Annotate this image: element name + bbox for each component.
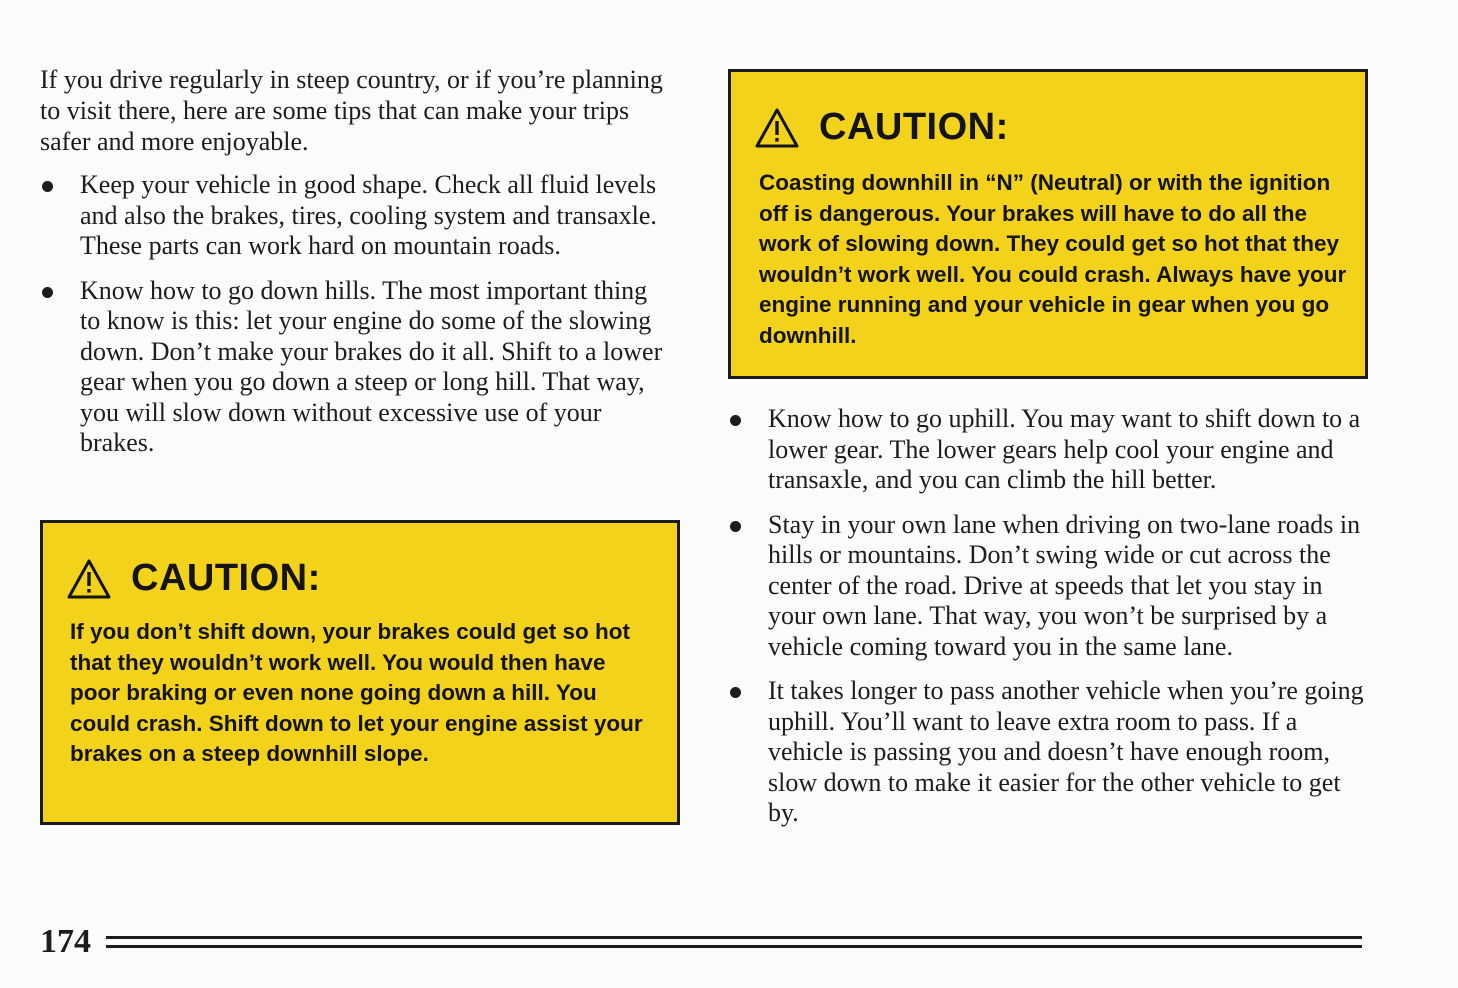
bullet-icon [42, 181, 53, 192]
list-item [728, 404, 1364, 496]
bullet-icon [730, 415, 741, 426]
page-number: 174 [40, 923, 91, 960]
bullet-icon [42, 287, 53, 298]
list-item-text: Stay in your own lane when driving on two-lane roads in hills or mountains. Don’t swing wide or cut across the center of the road. Drive at speeds that let you stay in your own lane. That way, you won’t be surprised by a vehicle coming toward you in the same lane. [768, 509, 1361, 661]
caution-title: CAUTION: [819, 106, 1009, 148]
footer-rule [106, 936, 1362, 939]
caution-title: CAUTION: [131, 557, 321, 599]
caution-text: Coasting downhill in “N” (Neutral) or with the ignition off is dangerous. Your brakes will have to do all the work of slowing down. They could get so hot that they wouldn’t work well. You could crash. Always have your engine running and your vehicle in gear when you go downhill. [759, 170, 1347, 348]
left-bullet-list [40, 170, 672, 473]
page-footer [40, 922, 1362, 962]
footer-rule [106, 945, 1362, 948]
caution-box-downhill-shift [40, 520, 680, 825]
list-item [40, 276, 672, 459]
caution-box-coasting-neutral [728, 69, 1368, 379]
caution-heading [755, 106, 1009, 149]
list-item [728, 510, 1364, 663]
list-item [728, 676, 1364, 829]
bullet-icon [730, 687, 741, 698]
warning-triangle-icon [67, 559, 111, 599]
intro-paragraph: If you drive regularly in steep country, or if you’re planning to visit there, here are some tips that can make your trips safer and more enjoyable. [40, 65, 663, 156]
list-item-text: It takes longer to pass another vehicle when you’re going uphill. You’ll want to leave extra room to pass. If a vehicle is passing you and doesn’t have enough room, slow down to make it easier for the other vehicle to get by. [768, 676, 1364, 827]
caution-text: If you don’t shift down, your brakes could get so hot that they wouldn’t work well. You would then have poor braking or even none going down a hill. You could crash. Shift down to let your engine assist your brakes on a steep downhill slope. [70, 619, 643, 766]
list-item [40, 170, 672, 262]
right-bullet-list [728, 404, 1364, 843]
caution-heading [67, 557, 321, 600]
list-item-text: Keep your vehicle in good shape. Check all fluid levels and also the brakes, tires, cooling system and transaxle. These parts can work hard on mountain roads. [80, 170, 657, 260]
list-item-text: Know how to go uphill. You may want to shift down to a lower gear. The lower gears help cool your engine and transaxle, and you can climb the hill better. [768, 404, 1361, 494]
warning-triangle-icon [755, 108, 799, 148]
list-item-text: Know how to go down hills. The most important thing to know is this: let your engine do some of the slowing down. Don’t make your brakes do it all. Shift to a lower gear when you go down a steep or long hill. That way, you will slow down without excessive use of your brakes. [80, 275, 663, 457]
bullet-icon [730, 521, 741, 532]
